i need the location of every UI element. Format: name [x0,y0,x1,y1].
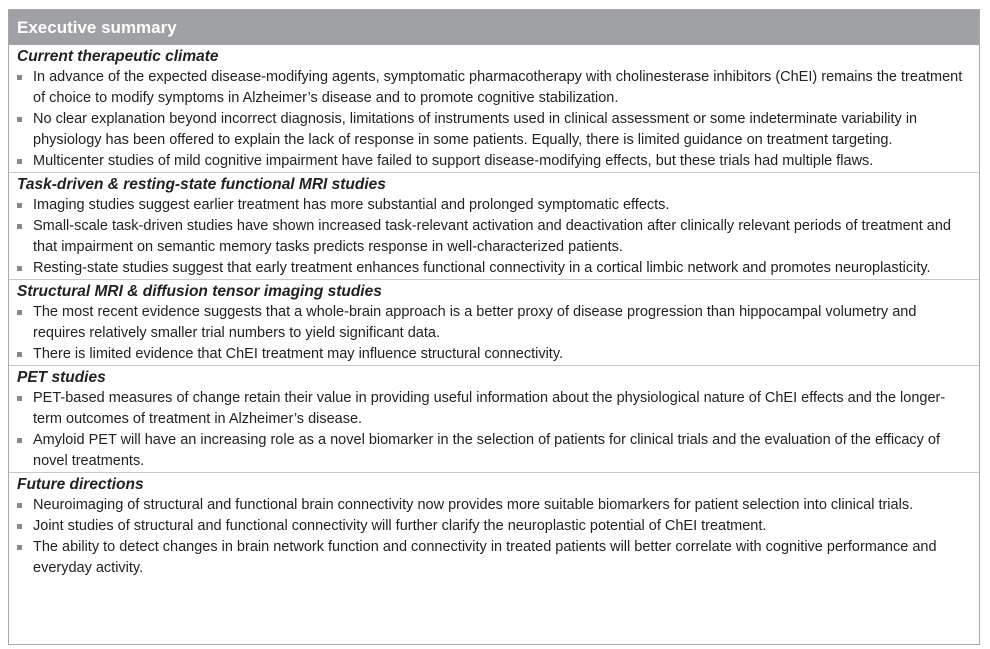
square-bullet-icon [17,203,22,208]
square-bullet-icon [17,266,22,271]
section-structural-mri-dti-studies [9,279,979,365]
bullet-text: Joint studies of structural and functional connectivity will further clarify the neuroplastic potential of ChEI treatment. [33,518,767,534]
bullet-item [17,109,971,151]
bullet-item [17,344,971,365]
bullet-text: Small-scale task-driven studies have shown increased task-relevant activation and deactivation after clinically relevant periods of treatment and that impairment on semantic memory tasks predicts response in well-characterized patients. [33,218,951,255]
bullet-text: Resting-state studies suggest that early treatment enhances functional connectivity in a cortical limbic network and promotes neuroplasticity. [33,260,931,276]
square-bullet-icon [17,545,22,550]
bullet-text: In advance of the expected disease-modifying agents, symptomatic pharmacotherapy with cholinesterase inhibitors (ChEI) remains the treatment of choice to modify symptoms in Alzheimer’s disease and to promote cognitive stabilization. [33,69,963,106]
bullet-list [17,67,971,172]
summary-title: Executive summary [17,17,177,37]
section-functional-mri-studies [9,172,979,279]
bullet-item [17,67,971,109]
square-bullet-icon [17,352,22,357]
section-current-therapeutic-climate [9,45,979,172]
section-pet-studies [9,365,979,472]
bullet-text: Neuroimaging of structural and functional brain connectivity now provides more suitable biomarkers for patient selection into clinical trials. [33,497,914,513]
bullet-item [17,388,971,430]
bullet-item [17,195,971,216]
square-bullet-icon [17,438,22,443]
square-bullet-icon [17,503,22,508]
square-bullet-icon [17,117,22,122]
bullet-item [17,302,971,344]
bullet-list [17,495,971,579]
square-bullet-icon [17,75,22,80]
bullet-text: Multicenter studies of mild cognitive impairment have failed to support disease-modifying effects, but these trials had multiple flaws. [33,153,874,169]
bullet-item [17,216,971,258]
section-title: PET studies [17,369,106,386]
square-bullet-icon [17,396,22,401]
bullet-text: Imaging studies suggest earlier treatment has more substantial and prolonged symptomatic effects. [33,197,670,213]
section-title: Structural MRI & diffusion tensor imaging studies [17,283,382,300]
bullet-text: The ability to detect changes in brain network function and connectivity in treated patients will better correlate with cognitive performance and everyday activity. [33,539,937,576]
bullet-text: No clear explanation beyond incorrect diagnosis, limitations of instruments used in clinical assessment or some indeterminate variability in physiology has been offered to explain the lack of response in some patients. Equally, there is limited guidance on treatment targeting. [33,111,918,148]
bullet-item [17,516,971,537]
section-title: Future directions [17,476,144,493]
bullet-text: Amyloid PET will have an increasing role as a novel biomarker in the selection of patients for clinical trials and the evaluation of the efficacy of novel treatments. [33,432,941,469]
square-bullet-icon [17,224,22,229]
bullet-item [17,495,971,516]
square-bullet-icon [17,524,22,529]
section-future-directions [9,472,979,579]
section-title: Task-driven & resting-state functional MRI studies [17,176,386,193]
executive-summary-box [8,9,980,645]
bullet-item [17,151,971,172]
bullet-item [17,430,971,472]
bullet-list [17,195,971,279]
bullet-item [17,537,971,579]
square-bullet-icon [17,310,22,315]
bullet-list [17,388,971,472]
bullet-item [17,258,971,279]
bullet-text: There is limited evidence that ChEI treatment may influence structural connectivity. [33,346,564,362]
bullet-text: PET-based measures of change retain their value in providing useful information about the physiological nature of ChEI effects and the longer-term outcomes of treatment in Alzheimer’s disease. [33,390,946,427]
summary-header [9,10,979,45]
square-bullet-icon [17,159,22,164]
bullet-list [17,302,971,365]
section-title: Current therapeutic climate [17,48,219,65]
bullet-text: The most recent evidence suggests that a whole-brain approach is a better proxy of disease progression than hippocampal volumetry and requires relatively smaller trial numbers to yield significant data. [33,304,917,341]
